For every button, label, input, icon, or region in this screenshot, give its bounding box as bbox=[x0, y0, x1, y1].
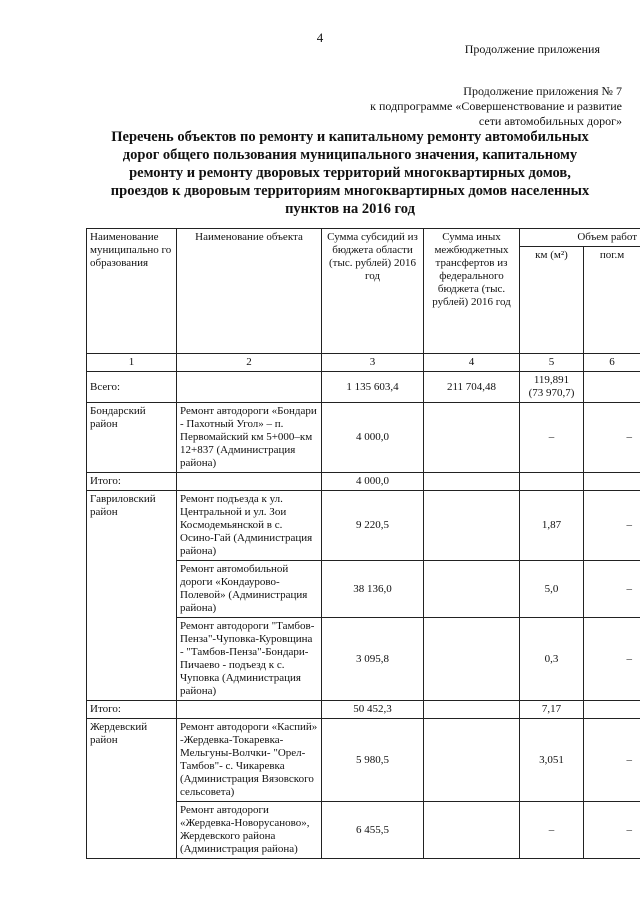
subtotal-km: 7,17 bbox=[520, 701, 584, 719]
federal-value bbox=[424, 618, 520, 701]
subtotal-subsidy: 50 452,3 bbox=[322, 701, 424, 719]
district-name: Гавриловский район bbox=[87, 491, 177, 701]
table-header-row bbox=[87, 229, 640, 247]
col-number: 2 bbox=[177, 354, 322, 372]
object-name: Ремонт автодороги «Каспий» -Жердевка-Токаревка-Мельгуны-Волчки- "Орел-Тамбов"- с. Чикаревка (Администрация Вязовского сельсовета) bbox=[177, 719, 322, 802]
pm-value: – bbox=[584, 802, 640, 859]
table-cell bbox=[424, 473, 520, 491]
object-name: Ремонт автодороги «Жердевка-Новорусаново», Жердевского района (Администрация района) bbox=[177, 802, 322, 859]
pm-value: – bbox=[584, 491, 640, 561]
subsidy-value: 4 000,0 bbox=[322, 403, 424, 473]
object-name: Ремонт автомобильной дороги «Кондаурово-Полевой» (Администрация района) bbox=[177, 561, 322, 618]
subtotal-row bbox=[87, 701, 640, 719]
table-row bbox=[87, 719, 640, 802]
district-name: Жердевский район bbox=[87, 719, 177, 859]
subtotal-label: Итого: bbox=[87, 473, 177, 491]
table-row bbox=[87, 491, 640, 561]
header-federal: Сумма иных межбюджетных трансфертов из федерального бюджета (тыс. рублей) 2016 год bbox=[424, 229, 520, 354]
federal-value bbox=[424, 561, 520, 618]
page-number: 4 bbox=[316, 30, 324, 45]
object-name: Ремонт автодороги "Тамбов-Пенза"-Чуповка-Куровщина - "Тамбов-Пенза"-Бондари-Пичаево - подъезд к с. Чуповка (Администрация района) bbox=[177, 618, 322, 701]
table-cell bbox=[520, 473, 584, 491]
header-subsidy: Сумма субсидий из бюджета области (тыс. рублей) 2016 год bbox=[322, 229, 424, 354]
total-label: Всего: bbox=[87, 372, 177, 403]
col-number: 1 bbox=[87, 354, 177, 372]
header-work-volume: Объем работ bbox=[520, 229, 640, 247]
subsidy-value: 38 136,0 bbox=[322, 561, 424, 618]
pm-value: – bbox=[584, 719, 640, 802]
pm-value: – bbox=[584, 403, 640, 473]
table-cell bbox=[584, 701, 640, 719]
col-number: 3 bbox=[322, 354, 424, 372]
title-line: дорог общего пользования муниципального значения, капитальному bbox=[122, 147, 578, 163]
federal-value bbox=[424, 491, 520, 561]
subtotal-label: Итого: bbox=[87, 701, 177, 719]
subsidy-value: 3 095,8 bbox=[322, 618, 424, 701]
total-km-value: 119,891 bbox=[533, 374, 570, 386]
total-km bbox=[520, 372, 584, 403]
header-municipality: Наименование муниципально го образования bbox=[87, 229, 177, 354]
object-name: Ремонт подъезда к ул. Центральной и ул. Зои Космодемьянской в с. Осино-Гай (Администрация района) bbox=[177, 491, 322, 561]
table-row bbox=[87, 403, 640, 473]
title-line: пунктов на 2016 год bbox=[285, 201, 415, 217]
col-number: 6 bbox=[584, 354, 640, 372]
total-km-m2: (73 970,7) bbox=[528, 387, 575, 399]
appendix-line: Продолжение приложения № 7 bbox=[463, 84, 622, 98]
col-number: 5 bbox=[520, 354, 584, 372]
header-object: Наименование объекта bbox=[177, 229, 322, 354]
district-name: Бондарский район bbox=[87, 403, 177, 473]
federal-value bbox=[424, 403, 520, 473]
title-line: ремонту и ремонту дворовых территорий многоквартирных домов, bbox=[129, 165, 571, 181]
table-cell bbox=[177, 701, 322, 719]
federal-value bbox=[424, 719, 520, 802]
header-km: км (м²) bbox=[520, 247, 584, 354]
table-cell bbox=[177, 473, 322, 491]
col-number: 4 bbox=[424, 354, 520, 372]
total-subsidy: 1 135 603,4 bbox=[322, 372, 424, 403]
table-cell bbox=[584, 372, 640, 403]
federal-value bbox=[424, 802, 520, 859]
appendix-line: к подпрограмме «Совершенствование и развитие bbox=[370, 99, 622, 113]
subsidy-value: 9 220,5 bbox=[322, 491, 424, 561]
pm-value: – bbox=[584, 618, 640, 701]
total-federal: 211 704,48 bbox=[424, 372, 520, 403]
km-value: – bbox=[520, 403, 584, 473]
continuation-note: Продолжение приложения bbox=[464, 42, 600, 56]
appendix-line: сети автомобильных дорог» bbox=[478, 114, 622, 128]
subsidy-value: 6 455,5 bbox=[322, 802, 424, 859]
title-line: Перечень объектов по ремонту и капитальному ремонту автомобильных bbox=[111, 129, 589, 145]
km-value: 5,0 bbox=[520, 561, 584, 618]
object-name: Ремонт автодороги «Бондари - Пахотный Угол» – п. Первомайский км 5+000–км 12+837 (Администрация района) bbox=[177, 403, 322, 473]
document-title bbox=[80, 128, 620, 218]
column-number-row bbox=[87, 354, 640, 372]
subsidy-value: 5 980,5 bbox=[322, 719, 424, 802]
subtotal-row bbox=[87, 473, 640, 491]
total-row bbox=[87, 372, 640, 403]
km-value: – bbox=[520, 802, 584, 859]
table-cell bbox=[177, 372, 322, 403]
km-value: 0,3 bbox=[520, 618, 584, 701]
title-line: проездов к дворовым территориям многоквартирных домов населенных bbox=[110, 183, 590, 199]
subtotal-subsidy: 4 000,0 bbox=[322, 473, 424, 491]
appendix-reference bbox=[302, 84, 622, 129]
km-value: 1,87 bbox=[520, 491, 584, 561]
km-value: 3,051 bbox=[520, 719, 584, 802]
objects-table bbox=[86, 228, 640, 859]
header-pm: пог.м bbox=[584, 247, 640, 354]
pm-value: – bbox=[584, 561, 640, 618]
table-cell bbox=[584, 473, 640, 491]
table-cell bbox=[424, 701, 520, 719]
